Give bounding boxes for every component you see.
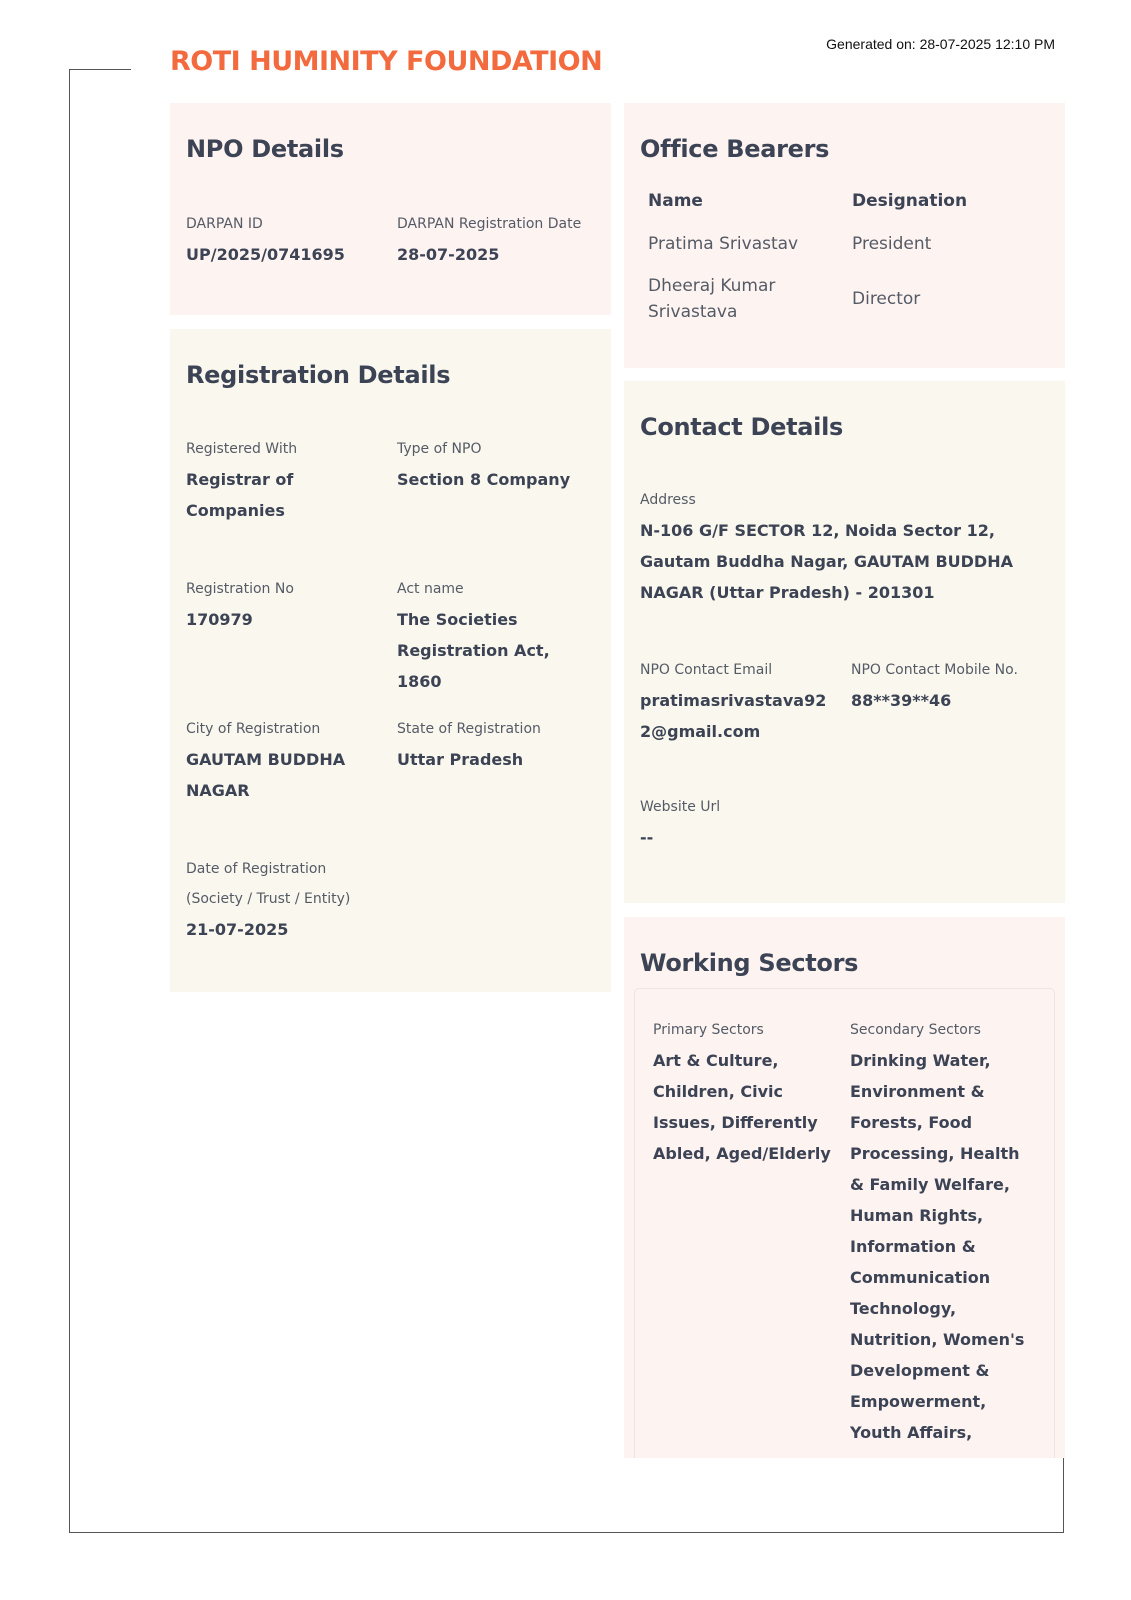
npo-type-label: Type of NPO xyxy=(397,441,482,457)
frame-line-right xyxy=(1063,1456,1064,1533)
contact-mobile-label: NPO Contact Mobile No. xyxy=(851,662,1018,678)
secondary-sectors-label: Secondary Sectors xyxy=(850,1022,981,1038)
date-of-registration-value: 21-07-2025 xyxy=(186,920,289,939)
bearer-designation: Director xyxy=(852,289,921,309)
npo-details-card xyxy=(170,103,611,315)
bearers-designation-header: Designation xyxy=(852,191,968,211)
registered-with-label: Registered With xyxy=(186,441,298,457)
primary-sectors-value: Art & Culture, Children, Civic Issues, Differently Abled, Aged/Elderly xyxy=(653,1051,831,1163)
contact-details-heading: Contact Details xyxy=(640,413,844,441)
darpan-id-label: DARPAN ID xyxy=(186,216,263,232)
contact-mobile-value: 88**39**46 xyxy=(851,691,952,710)
primary-sectors-label: Primary Sectors xyxy=(653,1022,764,1038)
bearer-name: Dheeraj Kumar Srivastava xyxy=(648,276,776,322)
frame-line-bottom xyxy=(69,1532,1064,1533)
website-url-value: -- xyxy=(640,828,654,847)
darpan-reg-date-label: DARPAN Registration Date xyxy=(397,216,582,232)
city-of-registration-label: City of Registration xyxy=(186,721,321,737)
registration-no-value: 170979 xyxy=(186,610,253,629)
act-name-label: Act name xyxy=(397,581,464,597)
address-value: N-106 G/F SECTOR 12, Noida Sector 12, Gautam Buddha Nagar, GAUTAM BUDDHA NAGAR (Uttar Pradesh) - 201301 xyxy=(640,521,1013,602)
state-of-registration-label: State of Registration xyxy=(397,721,541,737)
office-bearers-card xyxy=(624,103,1065,368)
contact-email-label: NPO Contact Email xyxy=(640,662,773,678)
state-of-registration-value: Uttar Pradesh xyxy=(397,750,524,769)
registration-details-card xyxy=(170,329,611,992)
generated-timestamp: Generated on: 28-07-2025 12:10 PM xyxy=(826,36,1055,52)
frame-line-top xyxy=(69,69,131,70)
registered-with-value: Registrar of Companies xyxy=(186,470,294,520)
registration-no-label: Registration No xyxy=(186,581,294,597)
bearer-designation: President xyxy=(852,234,932,254)
bearer-name: Pratima Srivastav xyxy=(648,234,799,254)
frame-line-left xyxy=(69,69,70,1533)
website-url-label: Website Url xyxy=(640,799,721,815)
bearers-name-header: Name xyxy=(648,191,703,211)
contact-email-value: pratimasrivastava922@gmail.com xyxy=(640,691,827,741)
organization-title: ROTI HUMINITY FOUNDATION xyxy=(170,46,603,77)
npo-type-value: Section 8 Company xyxy=(397,470,571,489)
contact-details-card xyxy=(624,381,1065,903)
secondary-sectors-value: Drinking Water, Environment & Forests, Food Processing, Health & Family Welfare, Human Rights, Information & Communication Technology, Nutrition, Women's Development & Empowerment, Youth Affairs, xyxy=(850,1051,1025,1442)
date-of-registration-label: Date of Registration (Society / Trust / Entity) xyxy=(186,861,351,907)
act-name-value: The Societies Registration Act, 1860 xyxy=(397,610,550,691)
sectors-inner-box xyxy=(634,988,1055,1458)
npo-details-heading: NPO Details xyxy=(186,135,344,163)
address-label: Address xyxy=(640,492,696,508)
office-bearers-heading: Office Bearers xyxy=(640,135,830,163)
city-of-registration-value: GAUTAM BUDDHA NAGAR xyxy=(186,750,346,800)
working-sectors-heading: Working Sectors xyxy=(640,949,859,977)
darpan-id-value: UP/2025/0741695 xyxy=(186,245,345,264)
registration-details-heading: Registration Details xyxy=(186,361,451,389)
darpan-reg-date-value: 28-07-2025 xyxy=(397,245,500,264)
